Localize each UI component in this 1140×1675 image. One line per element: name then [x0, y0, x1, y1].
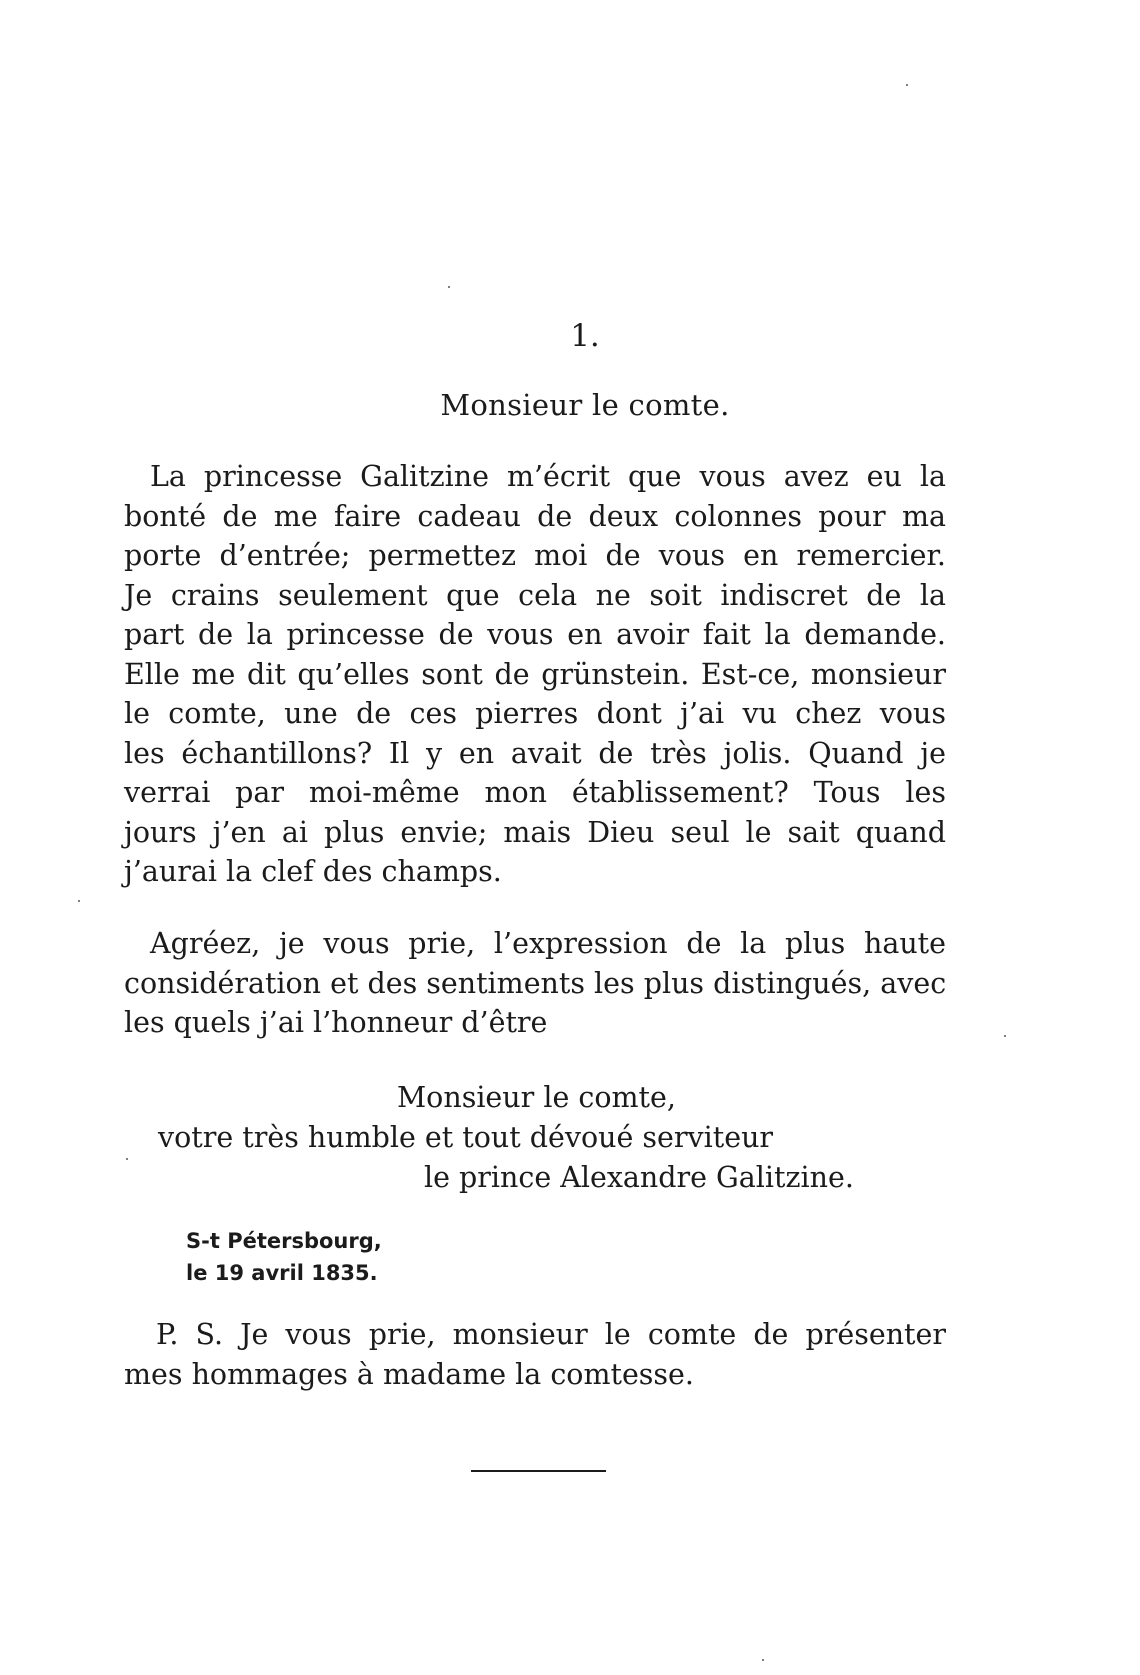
scan-speck — [906, 84, 908, 86]
body-line: Je crains seulement que cela ne soit indiscret de la — [124, 578, 946, 612]
body-line: porte d’entrée; permettez moi de vous en remercier. — [124, 539, 946, 572]
body-line: part de la princesse de vous en avoir fait la demande. — [124, 618, 946, 651]
date: le 19 avril 1835. — [186, 1261, 378, 1285]
body-line: j’aurai la clef des champs. — [124, 855, 502, 888]
closing-salutation: Monsieur le comte, — [397, 1081, 676, 1114]
postscript-line: P. S. Je vous prie, monsieur le comte de présenter — [156, 1318, 946, 1351]
postscript — [124, 1315, 946, 1394]
closing-servant: votre très humble et tout dévoué serviteur — [158, 1121, 774, 1154]
scan-speck — [78, 900, 80, 902]
body-line: jours j’en ai plus envie; mais Dieu seul le sait quand — [124, 815, 946, 849]
scan-speck — [762, 1659, 764, 1661]
signature: le prince Alexandre Galitzine. — [424, 1161, 854, 1194]
place: S-t Pétersbourg, — [186, 1229, 382, 1253]
body-line: verrai par moi-même mon établissement? Tous les — [124, 776, 946, 809]
postscript-line: mes hommages à madame la comtesse. — [124, 1357, 694, 1391]
body-line: La princesse Galitzine m’écrit que vous avez eu la — [150, 460, 946, 493]
letter-number: 1. — [570, 318, 600, 354]
salutation: Monsieur le comte. — [440, 388, 730, 422]
end-rule — [471, 1470, 606, 1472]
body-line: bonté de me faire cadeau de deux colonnes pour ma — [124, 499, 946, 533]
body-line: les échantillons? Il y en avait de très jolis. Quand je — [124, 736, 946, 770]
scan-speck — [126, 1158, 128, 1160]
closing-line: Agréez, je vous prie, l’expression de la plus haute — [150, 927, 946, 960]
closing-line: considération et des sentiments les plus distingués, avec — [124, 966, 947, 1000]
closing-line: les quels j’ai l’honneur d’être — [124, 1006, 548, 1039]
scan-speck — [1004, 1035, 1006, 1037]
letter-body — [124, 457, 946, 892]
closing-paragraph — [124, 924, 946, 1043]
scan-speck — [448, 286, 450, 288]
body-line: le comte, une de ces pierres dont j’ai vu chez vous — [124, 697, 946, 730]
body-line: Elle me dit qu’elles sont de grünstein. Est-ce, monsieur — [124, 657, 946, 691]
